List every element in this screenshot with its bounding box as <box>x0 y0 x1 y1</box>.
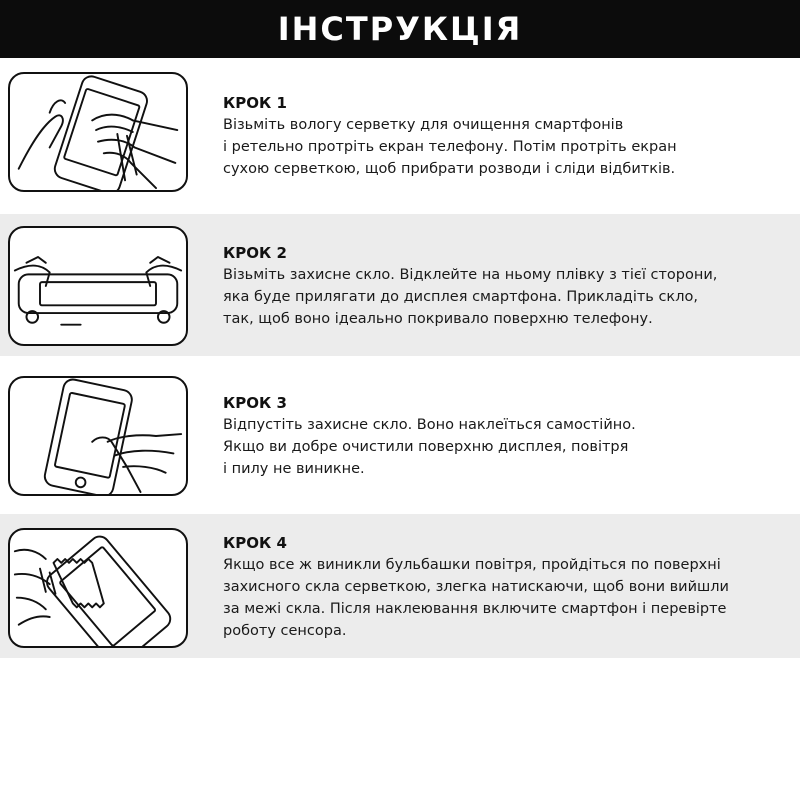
step-line: захисного скла серветкою, злегка натискаючи, щоб вони вийшли <box>223 579 729 595</box>
step-line: Візьміть захисне скло. Відклейте на ньому плівку з тієї сторони, <box>223 267 718 283</box>
finger-on-phone-icon <box>10 378 186 494</box>
step-1 <box>0 72 800 214</box>
step-1-illustration <box>8 72 188 192</box>
step-line: і пилу не виникне. <box>223 461 365 477</box>
step-2 <box>0 214 800 356</box>
step-description <box>223 114 793 180</box>
step-2-illustration <box>8 226 188 346</box>
step-line: так, щоб воно ідеально покривало поверхню телефону. <box>223 311 653 327</box>
hand-wiping-phone-icon <box>10 74 186 190</box>
step-3-text <box>223 392 793 480</box>
step-description <box>223 264 793 330</box>
step-3-illustration <box>8 376 188 496</box>
header-bar <box>0 0 800 58</box>
step-1-text <box>223 92 793 180</box>
page-title: ІНСТРУКЦІЯ <box>277 10 523 48</box>
step-line: за межі скла. Після наклеювання включите смартфон і перевірте <box>223 601 727 617</box>
step-4 <box>0 514 800 658</box>
hands-holding-glass-icon <box>10 228 186 344</box>
step-3 <box>0 362 800 504</box>
step-title: КРОК 2 <box>223 244 287 262</box>
step-line: Візьміть вологу серветку для очищення смартфонів <box>223 117 624 133</box>
step-title: КРОК 1 <box>223 94 287 112</box>
step-title: КРОК 4 <box>223 534 287 552</box>
step-description <box>223 554 793 642</box>
step-4-illustration <box>8 528 188 648</box>
step-2-text <box>223 242 793 330</box>
step-title: КРОК 3 <box>223 394 287 412</box>
step-line: сухою серветкою, щоб прибрати розводи і сліди відбитків. <box>223 161 676 177</box>
step-line: яка буде прилягати до дисплея смартфона. Прикладіть скло, <box>223 289 698 305</box>
step-line: і ретельно протріть екран телефону. Потім протріть екран <box>223 139 677 155</box>
step-line: Якщо ви добре очистили поверхню дисплея, повітря <box>223 439 629 455</box>
step-description <box>223 414 793 480</box>
cloth-pressing-phone-icon <box>10 530 186 646</box>
step-4-text <box>223 532 793 642</box>
step-line: Відпустіть захисне скло. Воно наклеїться самостійно. <box>223 417 636 433</box>
step-line: Якщо все ж виникли бульбашки повітря, пройдіться по поверхні <box>223 557 721 573</box>
step-line: роботу сенсора. <box>223 623 347 639</box>
